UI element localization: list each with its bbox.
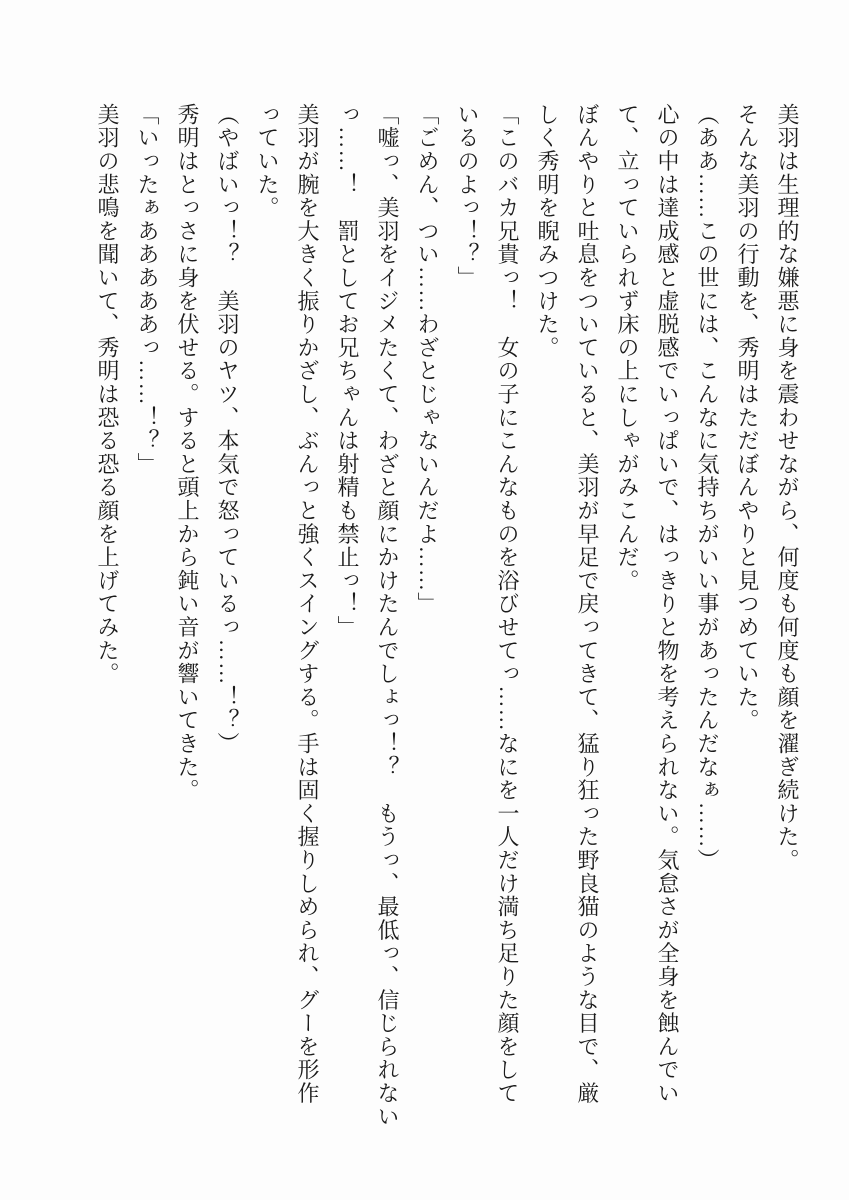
text-line: 心の中は達成感と虚脱感でいっぱいで、はっきりと物を考えられない。気怠さが全身を蝕んでい [655,103,680,1105]
text-line: 「嘘っ、美羽をイジメたくて、わざと顔にかけたんでしょっ！？ もうっ、最低っ、信じられない [375,103,400,1129]
novel-text-columns [87,103,807,1168]
text-line: （やばいっ！？ 美羽のヤツ、本気で怒っているっ……！？） [215,103,240,756]
text-line: 美羽は生理的な嫌悪に身を震わせながら、何度も何度も顔を濯ぎ続けた。 [775,103,800,872]
text-line: しく秀明を睨みつけた。 [535,103,560,360]
text-line: 「このバカ兄貴っ！ 女の子にこんなものを浴びせてっ……なにを一人だけ満ち足りた顔をして [495,103,520,1105]
text-line: 「いったぁあああああっ……！？」 [135,103,160,476]
text-line: 「ごめん、つい……わざとじゃないんだよ……」 [415,103,440,616]
text-line: 美羽が腕を大きく振りかざし、ぶんっと強くスイングする。手は固く握りしめられ、グーを形作 [295,103,320,1105]
text-line: っ……！ 罰としてお兄ちゃんは射精も禁止っ！」 [335,103,360,639]
text-line: そんな美羽の行動を、秀明はただぼんやりと見つめていた。 [735,103,760,733]
text-line: 秀明はとっさに身を伏せる。すると頭上から鈍い音が響いてきた。 [175,103,200,802]
text-line: いるのよっ！？」 [455,103,480,290]
text-line: て、立っていられず床の上にしゃがみこんだ。 [615,103,640,593]
text-line: 美羽の悲鳴を聞いて、秀明は恐る恐る顔を上げてみた。 [95,103,120,686]
text-line: ぼんやりと吐息をついていると、美羽が早足で戻ってきて、猛り狂った野良猫のような目で、厳 [575,103,600,1105]
text-line: （ああ……この世には、こんなに気持ちがいい事があったんだなぁ……） [695,103,720,872]
text-line: っていた。 [255,103,280,220]
